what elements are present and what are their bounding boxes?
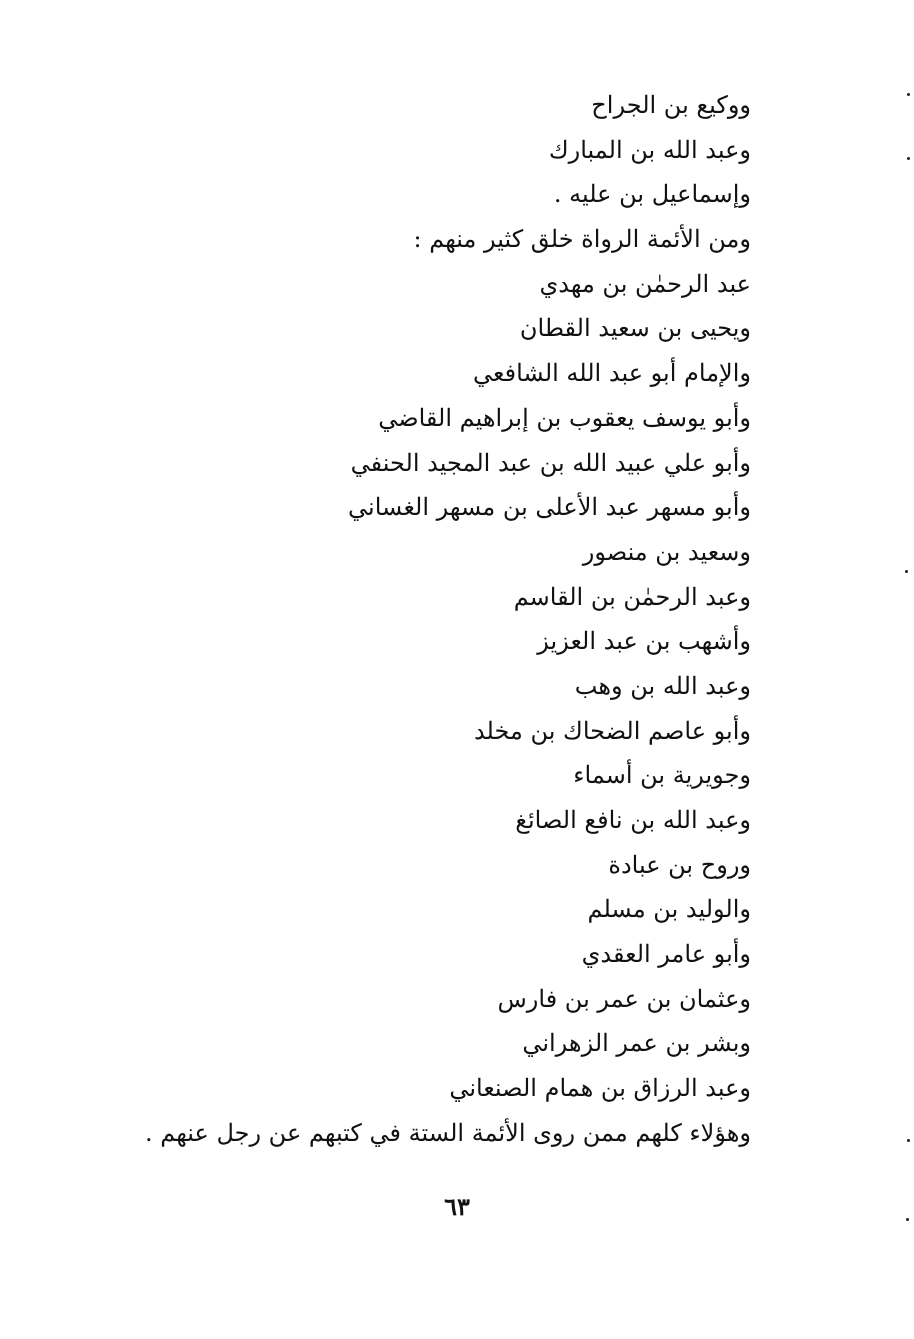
text-line: وجويرية بن أسماء: [573, 761, 751, 790]
text-line: وبشر بن عمر الزهراني: [522, 1029, 751, 1058]
text-line: وسعيد بن منصور: [582, 537, 751, 566]
text-line: وعبد الله بن المبارك: [548, 135, 751, 164]
narrator-list: [111, 83, 751, 1156]
text-line: ووكيع بن الجراح: [591, 91, 751, 119]
text-line: والوليد بن مسلم: [587, 895, 751, 924]
scan-speck: [907, 1139, 910, 1142]
scan-speck: [907, 157, 910, 160]
text-line: وأشهب بن عبد العزيز: [537, 627, 751, 656]
text-line: وعبد الرحمٰن بن القاسم: [513, 582, 751, 611]
text-line: وروح بن عبادة: [608, 850, 751, 879]
scan-speck: [906, 1218, 909, 1221]
text-line: والإمام أبو عبد الله الشافعي: [473, 359, 751, 388]
text-line: وإسماعيل بن عليه .: [553, 180, 751, 209]
page-number: ٦٣: [444, 1192, 470, 1221]
text-line: وأبو عاصم الضحاك بن مخلد: [473, 716, 751, 745]
text-line: وهؤلاء كلهم ممن روى الأئمة الستة في كتبهم عن رجل عنهم .: [144, 1118, 751, 1147]
text-line: وعثمان بن عمر بن فارس: [497, 984, 751, 1013]
scan-speck: [905, 570, 908, 573]
text-line: وأبو يوسف يعقوب بن إبراهيم القاضي: [378, 403, 751, 432]
text-line: وعبد الله بن وهب: [574, 671, 751, 700]
text-line: ويحيى بن سعيد القطان: [519, 314, 751, 343]
scan-speck: [907, 93, 910, 96]
text-line: وأبو علي عبيد الله بن عبد المجيد الحنفي: [350, 448, 751, 477]
text-line: وعبد الله بن نافع الصائغ: [515, 806, 751, 834]
text-line: وعبد الرزاق بن همام الصنعاني: [449, 1074, 751, 1103]
text-line: ومن الأئمة الرواة خلق كثير منهم :: [413, 225, 751, 254]
text-line: عبد الرحمٰن بن مهدي: [539, 269, 751, 298]
text-line: وأبو عامر العقدي: [581, 940, 751, 969]
text-line: وأبو مسهر عبد الأعلى بن مسهر الغساني: [348, 493, 751, 522]
